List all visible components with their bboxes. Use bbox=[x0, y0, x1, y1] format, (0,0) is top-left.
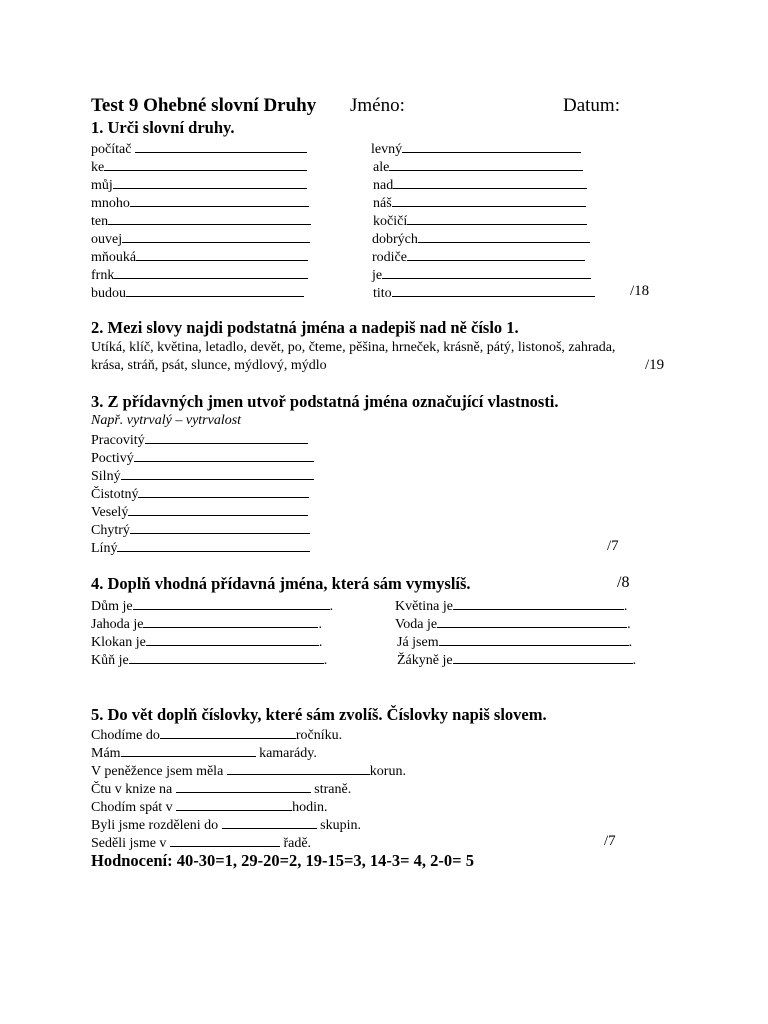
sentence-row bbox=[91, 833, 311, 853]
list-item bbox=[395, 596, 627, 616]
answer-blank[interactable] bbox=[145, 430, 308, 444]
answer-blank[interactable] bbox=[121, 743, 256, 757]
word: Žákyně je bbox=[397, 653, 453, 668]
answer-blank[interactable] bbox=[126, 283, 304, 297]
list-item bbox=[91, 193, 309, 213]
list-item bbox=[373, 193, 586, 213]
section-2-words-line-2: krása, stráň, psát, slunce, mýdlový, mýdlo bbox=[91, 358, 327, 373]
answer-blank[interactable] bbox=[453, 650, 633, 664]
answer-blank[interactable] bbox=[129, 650, 324, 664]
word: náš bbox=[373, 196, 392, 211]
answer-blank[interactable] bbox=[437, 614, 627, 628]
sentence-start: Byli jsme rozděleni do bbox=[91, 818, 222, 833]
answer-blank[interactable] bbox=[222, 815, 317, 829]
sentence-row bbox=[91, 815, 361, 835]
answer-blank[interactable] bbox=[146, 632, 319, 646]
answer-blank[interactable] bbox=[113, 175, 307, 189]
answer-blank[interactable] bbox=[439, 632, 629, 646]
answer-blank[interactable] bbox=[389, 157, 583, 171]
period: . bbox=[632, 653, 637, 668]
answer-blank[interactable] bbox=[130, 193, 309, 207]
word: Voda je bbox=[395, 617, 438, 632]
sentence-row bbox=[91, 761, 406, 781]
section-2-score: /19 bbox=[645, 357, 665, 373]
list-item bbox=[91, 650, 327, 670]
list-item bbox=[91, 175, 307, 195]
word: ouvej bbox=[91, 232, 123, 247]
word: počítač bbox=[91, 142, 132, 157]
answer-blank[interactable] bbox=[138, 484, 309, 498]
sentence-start: Seděli jsme v bbox=[91, 836, 170, 851]
period: . bbox=[323, 653, 328, 668]
word: mňouká bbox=[91, 250, 137, 265]
word: dobrých bbox=[372, 232, 418, 247]
sentence-end: korun. bbox=[369, 764, 406, 779]
answer-blank[interactable] bbox=[121, 466, 314, 480]
answer-blank[interactable] bbox=[176, 797, 292, 811]
period: . bbox=[627, 617, 631, 632]
sentence-start: Čtu v knize na bbox=[91, 782, 176, 797]
sentence-start: Chodíme do bbox=[91, 728, 160, 743]
list-item bbox=[91, 247, 308, 267]
answer-blank[interactable] bbox=[135, 139, 307, 153]
word: Líný bbox=[91, 541, 118, 556]
word: Silný bbox=[91, 469, 121, 484]
list-item bbox=[91, 430, 308, 450]
word: Kůň je bbox=[91, 653, 129, 668]
list-item bbox=[372, 229, 590, 249]
section-5-score: /7 bbox=[604, 833, 616, 849]
list-item bbox=[395, 614, 631, 634]
period: . bbox=[318, 635, 323, 650]
sentence-end: hodin. bbox=[292, 800, 328, 815]
word: frnk bbox=[91, 268, 115, 283]
period: . bbox=[628, 635, 633, 650]
sentence-row bbox=[91, 779, 351, 799]
sentence-end: ročníku. bbox=[295, 728, 343, 743]
answer-blank[interactable] bbox=[117, 538, 310, 552]
word: levný bbox=[371, 142, 403, 157]
sentence-end: straně. bbox=[310, 782, 352, 797]
list-item bbox=[91, 265, 308, 285]
word: Klokan je bbox=[91, 635, 146, 650]
word: Pracovitý bbox=[91, 433, 145, 448]
answer-blank[interactable] bbox=[133, 596, 330, 610]
section-4-score: /8 bbox=[617, 574, 630, 591]
answer-blank[interactable] bbox=[407, 247, 585, 261]
word: Já jsem bbox=[397, 635, 439, 650]
word: je bbox=[372, 268, 383, 283]
list-item bbox=[91, 283, 304, 303]
section-2-words-line-1: Utíká, klíč, květina, letadlo, devět, po, čteme, pěšina, hrneček, krásně, pátý, listonoš, zahrada, bbox=[91, 340, 616, 355]
list-item bbox=[91, 139, 307, 159]
list-item bbox=[91, 466, 314, 486]
period: . bbox=[318, 617, 322, 632]
list-item bbox=[91, 596, 333, 616]
sentence-start: Chodím spát v bbox=[91, 800, 177, 815]
word: Poctivý bbox=[91, 451, 134, 466]
section-3-heading: 3. Z přídavných jmen utvoř podstatná jména označující vlastnosti. bbox=[91, 392, 559, 411]
answer-blank[interactable] bbox=[136, 247, 308, 261]
list-item bbox=[91, 448, 314, 468]
sentence-end: kamarády. bbox=[255, 746, 317, 761]
section-2-heading: 2. Mezi slovy najdi podstatná jména a nadepiš nad ně číslo 1. bbox=[91, 318, 519, 337]
answer-blank[interactable] bbox=[143, 614, 318, 628]
sentence-row bbox=[91, 797, 328, 817]
list-item bbox=[91, 520, 310, 540]
list-item bbox=[91, 211, 311, 231]
section-5-heading: 5. Do vět doplň číslovky, které sám zvolíš. Číslovky napiš slovem. bbox=[91, 705, 547, 724]
answer-blank[interactable] bbox=[160, 725, 296, 739]
section-3-score: /7 bbox=[607, 538, 619, 554]
list-item bbox=[372, 247, 585, 267]
section-4-heading: 4. Doplň vhodná přídavná jména, která sám vymyslíš. bbox=[91, 574, 471, 593]
word: Čistotný bbox=[91, 487, 139, 502]
sentence-row bbox=[91, 743, 317, 763]
list-item bbox=[397, 632, 632, 652]
list-item bbox=[373, 211, 587, 231]
answer-blank[interactable] bbox=[122, 229, 310, 243]
word: mnoho bbox=[91, 196, 130, 211]
answer-blank[interactable] bbox=[392, 193, 586, 207]
sentence-end: řadě. bbox=[279, 836, 312, 851]
word: tito bbox=[373, 286, 392, 301]
list-item bbox=[91, 632, 322, 652]
section-3-example: Např. vytrvalý – vytrvalost bbox=[91, 413, 242, 428]
answer-blank[interactable] bbox=[130, 520, 310, 534]
list-item bbox=[91, 229, 310, 249]
word: Květina je bbox=[395, 599, 453, 614]
section-1-score: /18 bbox=[630, 283, 650, 299]
answer-blank[interactable] bbox=[407, 211, 587, 225]
list-item bbox=[91, 538, 310, 558]
answer-blank[interactable] bbox=[393, 175, 587, 189]
period: . bbox=[623, 599, 628, 614]
word: můj bbox=[91, 178, 113, 193]
answer-blank[interactable] bbox=[108, 211, 311, 225]
word: ten bbox=[91, 214, 109, 229]
list-item bbox=[373, 283, 595, 303]
list-item bbox=[91, 614, 322, 634]
sentence-start: Mám bbox=[91, 746, 121, 761]
word: ale bbox=[373, 160, 390, 175]
sentence-end: skupin. bbox=[316, 818, 361, 833]
answer-blank[interactable] bbox=[176, 779, 311, 793]
answer-blank[interactable] bbox=[128, 502, 308, 516]
word: rodiče bbox=[372, 250, 407, 265]
word: nad bbox=[373, 178, 394, 193]
period: . bbox=[329, 599, 334, 614]
word: Chytrý bbox=[91, 523, 130, 538]
list-item bbox=[91, 157, 307, 177]
list-item bbox=[372, 265, 591, 285]
word: Jahoda je bbox=[91, 617, 144, 632]
answer-blank[interactable] bbox=[382, 265, 591, 279]
answer-blank[interactable] bbox=[114, 265, 308, 279]
page-title: Test 9 Ohebné slovní Druhy bbox=[91, 95, 317, 116]
list-item bbox=[371, 139, 581, 159]
list-item bbox=[397, 650, 636, 670]
section-1-heading: 1. Urči slovní druhy. bbox=[91, 118, 235, 137]
word: ke bbox=[91, 160, 105, 175]
sentence-start: V peněžence jsem měla bbox=[91, 764, 227, 779]
list-item bbox=[91, 502, 308, 522]
sentence-row bbox=[91, 725, 342, 745]
grading-scale: Hodnocení: 40-30=1, 29-20=2, 19-15=3, 14-3= 4, 2-0= 5 bbox=[91, 851, 474, 870]
answer-blank[interactable] bbox=[104, 157, 307, 171]
list-item bbox=[373, 175, 587, 195]
answer-blank[interactable] bbox=[418, 229, 590, 243]
answer-blank[interactable] bbox=[392, 283, 595, 297]
list-item bbox=[91, 484, 309, 504]
answer-blank[interactable] bbox=[402, 139, 581, 153]
list-item bbox=[373, 157, 583, 177]
word: kočičí bbox=[373, 214, 408, 229]
word: Dům je bbox=[91, 599, 133, 614]
date-label: Datum: bbox=[563, 95, 620, 116]
answer-blank[interactable] bbox=[134, 448, 314, 462]
answer-blank[interactable] bbox=[453, 596, 624, 610]
answer-blank[interactable] bbox=[170, 833, 280, 847]
name-label: Jméno: bbox=[350, 95, 405, 116]
word: Veselý bbox=[91, 505, 129, 520]
word: budou bbox=[91, 286, 126, 301]
answer-blank[interactable] bbox=[227, 761, 370, 775]
